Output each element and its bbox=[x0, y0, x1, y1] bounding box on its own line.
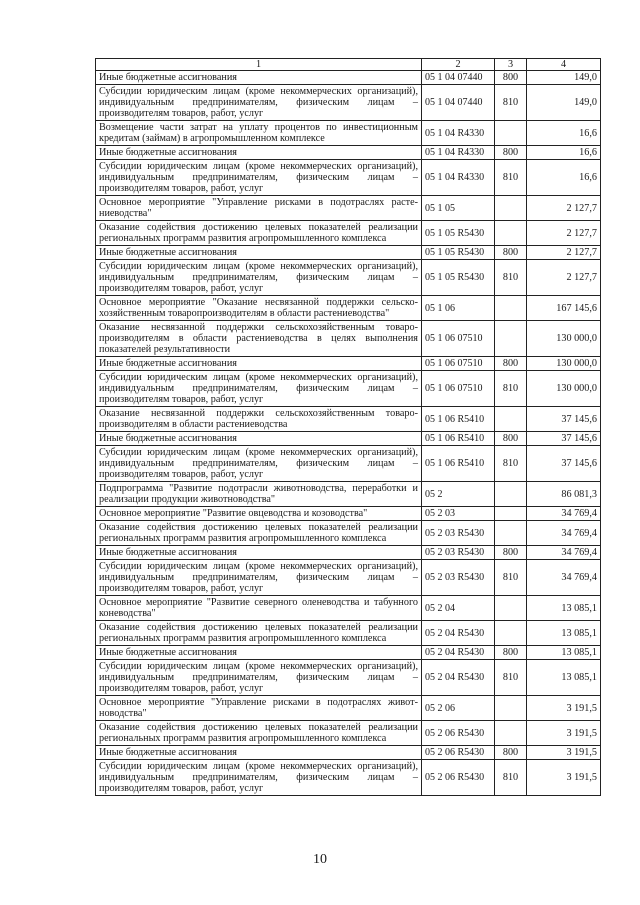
row-code-cell: 05 1 05 R5430 bbox=[422, 246, 495, 260]
row-vr-cell: 800 bbox=[495, 746, 527, 760]
row-amount-cell: 13 085,1 bbox=[527, 621, 601, 646]
row-name-cell: Иные бюджетные ассигнования bbox=[96, 646, 422, 660]
table-row bbox=[96, 546, 601, 560]
table-row bbox=[96, 246, 601, 260]
row-code-cell: 05 1 04 R4330 bbox=[422, 121, 495, 146]
row-amount-cell: 2 127,7 bbox=[527, 196, 601, 221]
page-number: 10 bbox=[313, 852, 327, 867]
row-vr-cell: 810 bbox=[495, 160, 527, 196]
row-code-cell: 05 1 04 07440 bbox=[422, 85, 495, 121]
row-vr-cell bbox=[495, 407, 527, 432]
row-amount-cell: 37 145,6 bbox=[527, 407, 601, 432]
row-code-cell: 05 2 bbox=[422, 482, 495, 507]
row-code-cell: 05 1 06 R5410 bbox=[422, 446, 495, 482]
row-name-cell: Основное мероприятие "Оказание несвязанной поддержки сельскохозяйственным товаропроизводителям в области растениеводства" bbox=[96, 296, 422, 321]
row-vr-cell: 800 bbox=[495, 71, 527, 85]
row-name-cell: Иные бюджетные ассигнования bbox=[96, 246, 422, 260]
row-vr-cell bbox=[495, 596, 527, 621]
row-name-cell: Основное мероприятие "Управление рисками в подотраслях животноводства" bbox=[96, 696, 422, 721]
row-code-cell: 05 1 04 R4330 bbox=[422, 160, 495, 196]
row-amount-cell: 86 081,3 bbox=[527, 482, 601, 507]
row-name-cell: Субсидии юридическим лицам (кроме некоммерческих организаций), индивидуальным предпринимателям, физическим лицам – производителям товаров, работ, услуг bbox=[96, 371, 422, 407]
row-name-cell: Основное мероприятие "Развитие северного оленеводства и табунного коневодства" bbox=[96, 596, 422, 621]
row-amount-cell: 2 127,7 bbox=[527, 221, 601, 246]
header-col-1: 1 bbox=[96, 59, 422, 71]
row-vr-cell: 810 bbox=[495, 446, 527, 482]
row-name-cell: Оказание содействия достижению целевых показателей реализации региональных программ развития агропромышленного комплекса bbox=[96, 521, 422, 546]
table-row bbox=[96, 432, 601, 446]
row-amount-cell: 3 191,5 bbox=[527, 721, 601, 746]
row-vr-cell bbox=[495, 521, 527, 546]
table-row bbox=[96, 160, 601, 196]
table-row bbox=[96, 721, 601, 746]
table-row bbox=[96, 507, 601, 521]
row-code-cell: 05 2 06 R5430 bbox=[422, 746, 495, 760]
row-code-cell: 05 2 03 R5430 bbox=[422, 546, 495, 560]
row-code-cell: 05 2 04 bbox=[422, 596, 495, 621]
table-row bbox=[96, 121, 601, 146]
table-row bbox=[96, 260, 601, 296]
row-name-cell: Субсидии юридическим лицам (кроме некоммерческих организаций), индивидуальным предпринимателям, физическим лицам – производителям товаров, работ, услуг bbox=[96, 760, 422, 796]
row-name-cell: Основное мероприятие "Управление рисками в подотраслях растениеводства" bbox=[96, 196, 422, 221]
row-code-cell: 05 2 03 R5430 bbox=[422, 521, 495, 546]
table-row bbox=[96, 560, 601, 596]
table-row bbox=[96, 357, 601, 371]
row-vr-cell: 800 bbox=[495, 646, 527, 660]
row-vr-cell bbox=[495, 507, 527, 521]
row-amount-cell: 2 127,7 bbox=[527, 246, 601, 260]
row-vr-cell: 810 bbox=[495, 760, 527, 796]
table-row bbox=[96, 646, 601, 660]
row-name-cell: Иные бюджетные ассигнования bbox=[96, 546, 422, 560]
row-name-cell: Оказание содействия достижению целевых показателей реализации региональных программ развития агропромышленного комплекса bbox=[96, 621, 422, 646]
table-row bbox=[96, 482, 601, 507]
header-row bbox=[96, 59, 601, 71]
table-row bbox=[96, 521, 601, 546]
table-row bbox=[96, 85, 601, 121]
row-vr-cell bbox=[495, 221, 527, 246]
row-vr-cell: 800 bbox=[495, 357, 527, 371]
row-code-cell: 05 2 04 R5430 bbox=[422, 621, 495, 646]
row-vr-cell: 800 bbox=[495, 546, 527, 560]
row-amount-cell: 16,6 bbox=[527, 121, 601, 146]
row-name-cell: Оказание содействия достижению целевых показателей реализации региональных программ развития агропромышленного комплекса bbox=[96, 721, 422, 746]
table-row bbox=[96, 621, 601, 646]
row-code-cell: 05 1 06 07510 bbox=[422, 321, 495, 357]
row-vr-cell: 810 bbox=[495, 85, 527, 121]
table-row bbox=[96, 71, 601, 85]
table-row bbox=[96, 446, 601, 482]
table-row bbox=[96, 296, 601, 321]
row-code-cell: 05 1 04 07440 bbox=[422, 71, 495, 85]
row-vr-cell: 810 bbox=[495, 371, 527, 407]
row-code-cell: 05 1 06 R5410 bbox=[422, 432, 495, 446]
row-amount-cell: 13 085,1 bbox=[527, 596, 601, 621]
row-vr-cell: 800 bbox=[495, 246, 527, 260]
row-code-cell: 05 1 06 07510 bbox=[422, 371, 495, 407]
table-row bbox=[96, 760, 601, 796]
row-amount-cell: 167 145,6 bbox=[527, 296, 601, 321]
row-code-cell: 05 1 04 R4330 bbox=[422, 146, 495, 160]
row-name-cell: Иные бюджетные ассигнования bbox=[96, 71, 422, 85]
row-vr-cell bbox=[495, 621, 527, 646]
row-amount-cell: 37 145,6 bbox=[527, 432, 601, 446]
table-row bbox=[96, 746, 601, 760]
row-amount-cell: 37 145,6 bbox=[527, 446, 601, 482]
row-name-cell: Иные бюджетные ассигнования bbox=[96, 146, 422, 160]
row-name-cell: Субсидии юридическим лицам (кроме некоммерческих организаций), индивидуальным предпринимателям, физическим лицам – производителям товаров, работ, услуг bbox=[96, 560, 422, 596]
row-name-cell: Субсидии юридическим лицам (кроме некоммерческих организаций), индивидуальным предпринимателям, физическим лицам – производителям товаров, работ, услуг bbox=[96, 160, 422, 196]
row-vr-cell bbox=[495, 321, 527, 357]
row-vr-cell bbox=[495, 296, 527, 321]
row-amount-cell: 3 191,5 bbox=[527, 746, 601, 760]
row-amount-cell: 130 000,0 bbox=[527, 321, 601, 357]
row-code-cell: 05 1 05 bbox=[422, 196, 495, 221]
row-name-cell: Иные бюджетные ассигнования bbox=[96, 357, 422, 371]
row-code-cell: 05 2 03 R5430 bbox=[422, 560, 495, 596]
table-row bbox=[96, 221, 601, 246]
row-amount-cell: 3 191,5 bbox=[527, 760, 601, 796]
row-amount-cell: 16,6 bbox=[527, 160, 601, 196]
row-vr-cell bbox=[495, 196, 527, 221]
row-code-cell: 05 2 06 R5430 bbox=[422, 721, 495, 746]
budget-table bbox=[95, 58, 601, 796]
row-code-cell: 05 1 06 R5410 bbox=[422, 407, 495, 432]
row-name-cell: Подпрограмма "Развитие подотрасли животноводства, переработки и реализации продукции животноводства" bbox=[96, 482, 422, 507]
table-row bbox=[96, 407, 601, 432]
row-vr-cell: 800 bbox=[495, 146, 527, 160]
row-name-cell: Иные бюджетные ассигнования bbox=[96, 432, 422, 446]
row-code-cell: 05 1 06 bbox=[422, 296, 495, 321]
row-vr-cell bbox=[495, 721, 527, 746]
row-vr-cell bbox=[495, 696, 527, 721]
row-code-cell: 05 2 04 R5430 bbox=[422, 646, 495, 660]
row-amount-cell: 149,0 bbox=[527, 85, 601, 121]
row-amount-cell: 13 085,1 bbox=[527, 660, 601, 696]
row-amount-cell: 16,6 bbox=[527, 146, 601, 160]
table-row bbox=[96, 371, 601, 407]
row-vr-cell: 800 bbox=[495, 432, 527, 446]
table-row bbox=[96, 660, 601, 696]
header-col-3: 3 bbox=[495, 59, 527, 71]
row-name-cell: Возмещение части затрат на уплату процентов по инвестиционным кредитам (займам) в агропромышленном комплексе bbox=[96, 121, 422, 146]
row-name-cell: Оказание несвязанной поддержки сельскохозяйственным товаропроизводителям в области растениеводства bbox=[96, 407, 422, 432]
row-code-cell: 05 1 05 R5430 bbox=[422, 260, 495, 296]
row-vr-cell: 810 bbox=[495, 560, 527, 596]
row-amount-cell: 34 769,4 bbox=[527, 521, 601, 546]
table-row bbox=[96, 696, 601, 721]
row-code-cell: 05 1 06 07510 bbox=[422, 357, 495, 371]
row-vr-cell: 810 bbox=[495, 660, 527, 696]
table-row bbox=[96, 596, 601, 621]
table-row bbox=[96, 321, 601, 357]
row-name-cell: Оказание несвязанной поддержки сельскохозяйственным товаропроизводителям в области растениеводства в целях выполнения показателей результативности bbox=[96, 321, 422, 357]
row-name-cell: Субсидии юридическим лицам (кроме некоммерческих организаций), индивидуальным предпринимателям, физическим лицам – производителям товаров, работ, услуг bbox=[96, 446, 422, 482]
row-code-cell: 05 2 06 R5430 bbox=[422, 760, 495, 796]
row-amount-cell: 34 769,4 bbox=[527, 507, 601, 521]
row-name-cell: Основное мероприятие "Развитие овцеводства и козоводства" bbox=[96, 507, 422, 521]
row-amount-cell: 149,0 bbox=[527, 71, 601, 85]
row-name-cell: Иные бюджетные ассигнования bbox=[96, 746, 422, 760]
row-amount-cell: 130 000,0 bbox=[527, 357, 601, 371]
table-row bbox=[96, 146, 601, 160]
row-amount-cell: 34 769,4 bbox=[527, 546, 601, 560]
row-code-cell: 05 2 03 bbox=[422, 507, 495, 521]
header-col-2: 2 bbox=[422, 59, 495, 71]
row-name-cell: Оказание содействия достижению целевых показателей реализации региональных программ развития агропромышленного комплекса bbox=[96, 221, 422, 246]
row-vr-cell bbox=[495, 482, 527, 507]
header-col-4: 4 bbox=[527, 59, 601, 71]
table-row bbox=[96, 196, 601, 221]
row-vr-cell bbox=[495, 121, 527, 146]
row-amount-cell: 34 769,4 bbox=[527, 560, 601, 596]
row-code-cell: 05 2 06 bbox=[422, 696, 495, 721]
row-vr-cell: 810 bbox=[495, 260, 527, 296]
row-name-cell: Субсидии юридическим лицам (кроме некоммерческих организаций), индивидуальным предпринимателям, физическим лицам – производителям товаров, работ, услуг bbox=[96, 85, 422, 121]
row-amount-cell: 2 127,7 bbox=[527, 260, 601, 296]
row-name-cell: Субсидии юридическим лицам (кроме некоммерческих организаций), индивидуальным предпринимателям, физическим лицам – производителям товаров, работ, услуг bbox=[96, 660, 422, 696]
row-code-cell: 05 2 04 R5430 bbox=[422, 660, 495, 696]
table-body bbox=[96, 71, 601, 796]
row-name-cell: Субсидии юридическим лицам (кроме некоммерческих организаций), индивидуальным предпринимателям, физическим лицам – производителям товаров, работ, услуг bbox=[96, 260, 422, 296]
row-amount-cell: 130 000,0 bbox=[527, 371, 601, 407]
row-amount-cell: 3 191,5 bbox=[527, 696, 601, 721]
row-code-cell: 05 1 05 R5430 bbox=[422, 221, 495, 246]
row-amount-cell: 13 085,1 bbox=[527, 646, 601, 660]
